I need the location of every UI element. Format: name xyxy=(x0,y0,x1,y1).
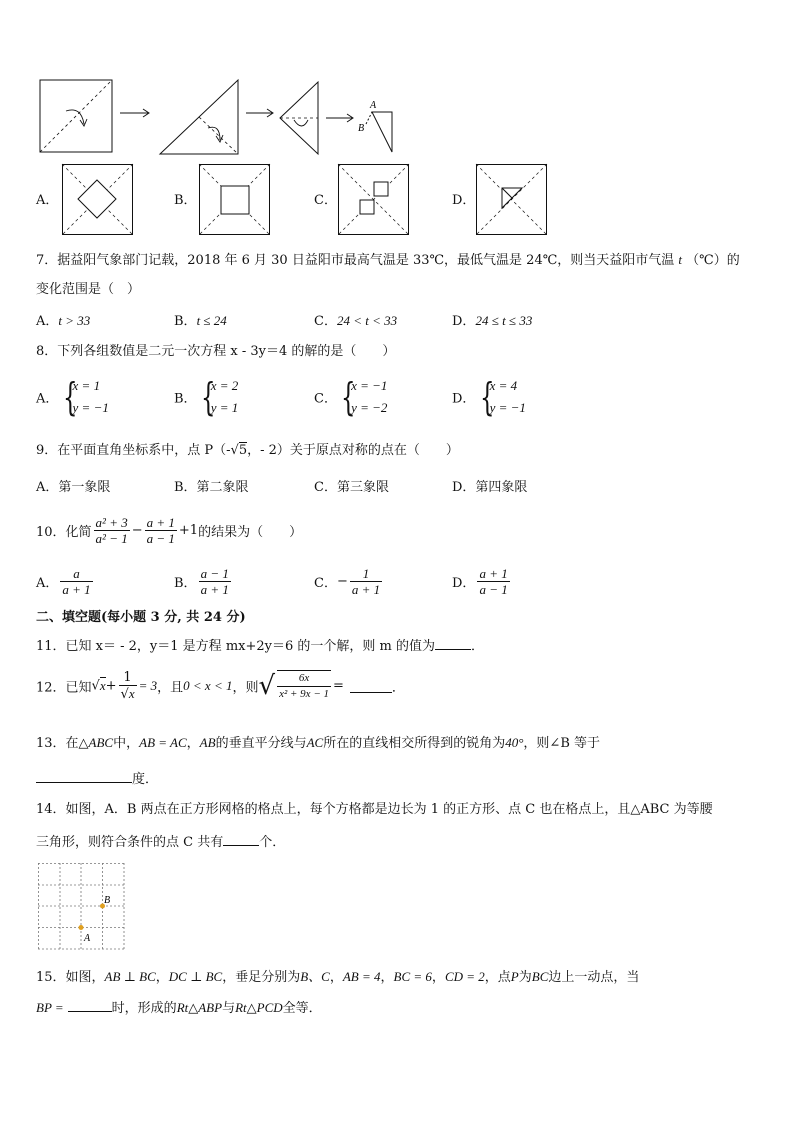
q13-line2 xyxy=(36,770,158,788)
q8-option-a-x: x = 1 xyxy=(72,378,101,393)
q14-line2 xyxy=(36,833,285,851)
point-A xyxy=(79,925,84,930)
q13-line1 xyxy=(36,735,600,752)
q10-f1-numerator: a² + 3 xyxy=(95,515,128,530)
q8-option-a-label: A． xyxy=(36,391,59,407)
q12-answer-blank[interactable] xyxy=(350,680,392,693)
q15-s10: 与 xyxy=(222,1001,236,1016)
q8-option-b-label: B． xyxy=(174,391,197,407)
q10-option-c-num: 1 xyxy=(350,566,382,582)
q15-s11: 全等． xyxy=(282,1001,322,1016)
q10-option-b-den: a + 1 xyxy=(200,582,229,597)
q15-triangle-abp: Rt△ABP xyxy=(176,1000,223,1015)
q7-line2: 变化范围是（ ） xyxy=(36,282,141,297)
q10-option-d-label: D． xyxy=(452,576,476,591)
q12-condition: 0 < x < 1 xyxy=(183,678,233,693)
q7-option-d-expr: 24 ≤ t ≤ 33 xyxy=(475,313,533,328)
q12-sqrt-x: x xyxy=(99,678,106,693)
q13-ac: AC xyxy=(306,735,324,750)
q8-option-b-system: { x = 2 y = 1 xyxy=(200,375,239,419)
q15-s5: ， xyxy=(431,970,445,985)
q15-s2: ，垂足分别为 xyxy=(222,970,301,985)
q9-option-b: B．第二象限 xyxy=(174,480,249,495)
q15-stem-a: 15．如图， xyxy=(36,970,105,985)
q10-option-d-num: a + 1 xyxy=(479,566,508,581)
q11-stem xyxy=(36,637,484,655)
q8-option-c-x: x = −1 xyxy=(351,378,388,393)
q7-line1-text: 7．据益阳气象部门记载，2018 年 6 月 30 日益阳市最高气温是 33℃，最低气温是 24℃，则当天益阳市气温 xyxy=(36,253,675,268)
q12-sqrt-symbol: √ xyxy=(91,678,100,694)
q13-s2: ， xyxy=(186,736,200,751)
q10-option-b xyxy=(174,566,233,597)
q15-line2 xyxy=(36,999,322,1017)
q8-option-d-system: { x = 4 y = −1 xyxy=(479,375,526,419)
q10-plus-one: +1 xyxy=(178,523,199,538)
q15-triangle-pcd: Rt△PCD xyxy=(235,1000,283,1015)
q10-option-a-fraction xyxy=(60,566,92,597)
q7-var-t: t xyxy=(678,252,683,267)
q15-bc-value: BC = 6 xyxy=(393,969,432,984)
folding-steps-figure xyxy=(36,76,406,158)
q13-end: 度． xyxy=(132,772,159,787)
q15-points: B、C xyxy=(300,969,330,984)
q10-option-a-num: a xyxy=(60,566,92,582)
q6-option-c-label: C． xyxy=(314,193,337,208)
q15-s8: 边上一动点，当 xyxy=(548,970,640,985)
q11-text: 11．已知 x＝ - 2，y＝1 是方程 mx+2y＝6 的一个解，则 m 的值为 xyxy=(36,639,435,654)
q12-big-num: 6x xyxy=(277,671,331,687)
q10-option-b-label: B． xyxy=(174,576,197,591)
q14-label-B: B xyxy=(104,895,111,906)
q8-option-d-label: D． xyxy=(452,391,476,407)
q8-option-b-x: x = 2 xyxy=(210,378,239,393)
q11-answer-blank[interactable] xyxy=(435,637,471,650)
q9-option-d: D．第四象限 xyxy=(452,480,528,495)
q13-ab: AB xyxy=(199,735,216,750)
q15-s4: ， xyxy=(380,970,394,985)
q7-line1 xyxy=(36,252,740,269)
q10-option-d-fraction xyxy=(477,566,509,597)
q12-mid: ，且 xyxy=(157,680,184,696)
q10-stem xyxy=(36,515,302,546)
q7-option-b-label: B． xyxy=(174,314,197,329)
q14-label-A: A xyxy=(84,933,91,944)
q10-f1-denominator: a² − 1 xyxy=(95,531,128,546)
q15-s9: 时，形成的 xyxy=(111,1001,177,1016)
q8-option-b xyxy=(174,375,238,419)
q7-option-a-label: A． xyxy=(36,314,59,329)
q8-option-d xyxy=(452,375,526,419)
q12-frac-den-x: x xyxy=(128,686,135,701)
q8-option-a-y: y = −1 xyxy=(72,400,109,415)
q7-option-d xyxy=(452,313,532,330)
q13-s3: 的垂直平分线与 xyxy=(215,736,307,751)
q15-bc: BC xyxy=(531,969,549,984)
q8-option-b-y: y = 1 xyxy=(210,400,239,415)
q12-fraction xyxy=(119,670,137,702)
q6-option-a-figure xyxy=(62,164,134,236)
q9-sqrt-value: 5 xyxy=(238,443,248,458)
sqrt-symbol: √ xyxy=(230,443,239,458)
q15-s6: ，点 xyxy=(484,970,511,985)
q10-option-b-fraction xyxy=(199,566,231,597)
q12-big-fraction xyxy=(277,670,331,702)
q8-option-a-system: { x = 1 y = −1 xyxy=(62,375,109,419)
q15-s7: 为 xyxy=(518,970,532,985)
q7-option-d-label: D． xyxy=(452,314,476,329)
q12-then: ，则 xyxy=(232,680,259,696)
q10-option-c-den: a + 1 xyxy=(351,582,381,597)
q10-fraction-1 xyxy=(94,515,130,546)
q6-option-d-figure xyxy=(476,164,548,236)
q9-option-c: C．第三象限 xyxy=(314,480,389,495)
q12-plus: + xyxy=(105,678,117,694)
q14-line2-b: 个． xyxy=(259,835,286,850)
q6-option-a-label: A． xyxy=(36,193,59,208)
q8-option-c-label: C． xyxy=(314,391,337,407)
q10-option-a-den: a + 1 xyxy=(62,582,91,597)
q11-end: ． xyxy=(470,639,484,654)
q10-option-c-label: C． xyxy=(314,576,337,591)
q8-option-c-system: { x = −1 y = −2 xyxy=(341,375,388,419)
q15-line1 xyxy=(36,969,639,986)
q6-option-b-figure xyxy=(199,164,271,236)
q7-line1-end: （℃）的 xyxy=(686,253,740,268)
q8-option-a xyxy=(36,375,109,419)
q9-stem-a: 9．在平面直角坐标系中，点 P（- xyxy=(36,443,231,458)
q13-ab-eq-ac: AB = AC xyxy=(139,735,187,750)
q12-equals: = xyxy=(333,678,344,694)
q10-option-b-num: a − 1 xyxy=(200,566,229,581)
q14-line2-a: 三角形，则符合条件的点 C 共有 xyxy=(36,835,224,850)
q10-option-d-den: a − 1 xyxy=(479,582,508,597)
q7-option-c-label: C． xyxy=(314,314,337,329)
q15-ab-perp-bc: AB ⊥ BC xyxy=(104,969,156,984)
q7-option-b-expr: t ≤ 24 xyxy=(196,313,227,328)
q10-option-c-sign: − xyxy=(336,574,348,589)
q15-answer-blank[interactable] xyxy=(68,999,112,1012)
q10-stem-b: 的结果为（ ） xyxy=(198,525,303,540)
q7-option-a xyxy=(36,313,90,330)
q10-option-d xyxy=(452,566,512,597)
q13-s1: 中， xyxy=(113,736,140,751)
q7-option-b xyxy=(174,313,227,330)
q10-stem-a: 10．化简 xyxy=(36,525,92,540)
q6-option-c-figure xyxy=(338,164,410,236)
label-B: B xyxy=(358,123,365,134)
fold-step-4-shape xyxy=(372,112,392,152)
section-title-fill-in: 二、填空题(每小题 3 分, 共 24 分) xyxy=(36,610,246,625)
q8-option-c xyxy=(314,375,387,419)
q15-dc-perp-bc: DC ⊥ BC xyxy=(168,969,223,984)
q10-minus: − xyxy=(131,523,143,538)
q10-option-a xyxy=(36,566,95,597)
q12-stem-a: 12．已知 xyxy=(36,680,92,696)
q12-big-den: x² + 9x − 1 xyxy=(279,688,329,700)
q13-triangle: △ABC xyxy=(78,735,114,750)
q8-option-d-y: y = −1 xyxy=(489,400,526,415)
q10-option-a-label: A． xyxy=(36,576,59,591)
q13-degree: 40° xyxy=(505,735,524,750)
q15-bp: BP = xyxy=(36,1000,64,1015)
q10-f2-denominator: a − 1 xyxy=(146,531,175,546)
q12-big-sqrt: √ xyxy=(258,671,276,701)
label-A: A xyxy=(370,100,377,111)
q15-s3: ， xyxy=(329,970,343,985)
q10-f2-numerator: a + 1 xyxy=(146,515,175,530)
q15-p: P xyxy=(510,969,519,984)
q12-eq: = 3 xyxy=(138,678,158,693)
q8-stem: 8．下列各组数值是二元一次方程 x - 3y＝4 的解的是（ ） xyxy=(36,344,396,359)
q7-option-a-expr: t > 33 xyxy=(58,313,91,328)
q15-ab-value: AB = 4 xyxy=(342,969,381,984)
q13-stem-a: 13．在 xyxy=(36,736,79,751)
q13-answer-blank[interactable] xyxy=(36,770,132,783)
q14-grid-figure xyxy=(38,863,126,951)
q14-line1: 14．如图，A．B 两点在正方形网格的格点上，每个方格都是边长为 1 的正方形、点 C 也在格点上，且△ABC 为等腰 xyxy=(36,802,713,817)
q10-fraction-2 xyxy=(145,515,177,546)
q12-frac-num: 1 xyxy=(119,670,137,686)
q8-option-d-x: x = 4 xyxy=(489,378,518,393)
q8-option-c-y: y = −2 xyxy=(351,400,388,415)
q10-option-c-fraction xyxy=(350,566,382,597)
q10-option-c xyxy=(314,566,384,597)
q12-stem xyxy=(36,670,405,702)
q7-option-c xyxy=(314,313,397,330)
q12-frac-den: √x xyxy=(120,686,135,702)
q9-stem-b: ，- 2）关于原点对称的点在（ ） xyxy=(247,443,459,458)
q9-option-a: A．第一象限 xyxy=(36,480,111,495)
q14-answer-blank[interactable] xyxy=(223,833,259,846)
q12-end: ． xyxy=(391,680,405,696)
q6-option-b-label: B． xyxy=(174,193,197,208)
q13-s4: 所在的直线相交所得到的锐角为 xyxy=(323,736,506,751)
q9-stem xyxy=(36,443,459,459)
q15-cd-value: CD = 2 xyxy=(444,969,485,984)
q7-option-c-expr: 24 < t < 33 xyxy=(336,313,398,328)
q15-s1: ， xyxy=(155,970,169,985)
q6-option-d-label: D． xyxy=(452,193,476,208)
q13-s5: ，则∠B 等于 xyxy=(523,736,601,751)
